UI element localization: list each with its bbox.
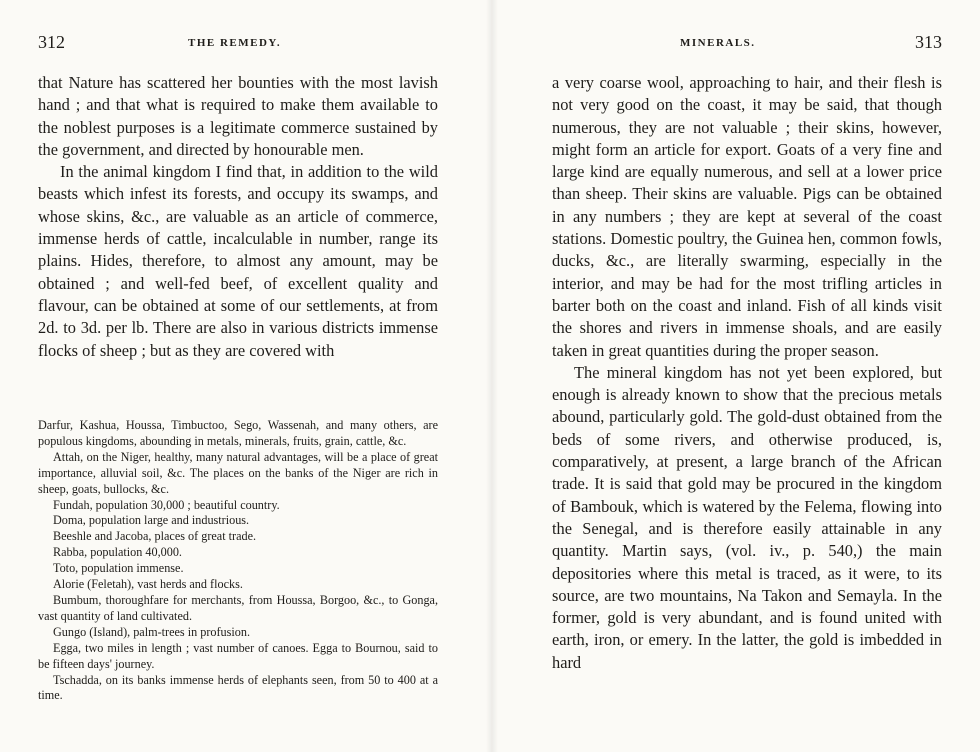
left-page-body [38,72,438,362]
left-page [38,0,438,752]
right-page-header [552,32,942,56]
paragraph: a very coarse wool, approaching to hair, and their flesh is not very good on the coast, it may be said, that though numerous, they are not valuable ; their skins, however, might form an article for export. Goats of a very fine and large kind are equally numerous, and sell at a lower price than sheep. Their skins are valuable. Pigs can be obtained in any numbers ; they are kept at several of the coast stations. Domestic poultry, the Guinea hen, common fowls, ducks, &c., are literally swarming, especially in the interior, and may be had for the most trifling articles in barter both on the coast and inland. Fish of all kinds visit the shores and rivers in immense shoals, and are easily taken in great quantities during the proper season. [552,73,942,360]
right-running-title: MINERALS. [680,37,756,49]
footnote: Beeshle and Jacoba, places of great trade. [53,529,257,544]
footnote: Bumbum, thoroughfare for merchants, from Houssa, Borgoo, &c., to Gonga, vast quantity of land cultivated. [38,592,438,623]
footnote: Attah, on the Niger, healthy, many natural advantages, will be a place of great importance, alluvial soil, &c. The places on the banks of the Niger are rich in sheep, goats, bullocks, &c. [38,449,438,496]
footnote: Tschadda, on its banks immense herds of elephants seen, from 50 to 400 at a time. [38,672,438,703]
footnote: Toto, population immense. [53,561,184,576]
footnote: Egga, two miles in length ; vast number of canoes. Egga to Bournou, said to be fifteen days' journey. [38,640,438,671]
footnote: Alorie (Feletah), vast herds and flocks. [53,577,243,592]
footnote: Fundah, population 30,000 ; beautiful country. [53,497,280,512]
paragraph: that Nature has scattered her bounties with the most lavish hand ; and that what is required to make them available to the noblest purposes is a legitimate commerce sustained by the government, and directed by honourable men. [38,73,438,159]
footnote: Rabba, population 40,000. [53,545,182,560]
left-running-title: THE REMEDY. [188,37,282,49]
left-page-header [38,32,438,56]
right-page-body [552,72,942,674]
paragraph: The mineral kingdom has not yet been explored, but enough is already known to show that the precious metals abound, particularly gold. The gold-dust obtained from the beds of some rivers, and otherwise produced, is, comparatively, at present, a large branch of the African trade. It is said that gold may be procured in the kingdom of Bambouk, which is watered by the Felema, flowing into the Senegal, and is therefore easily attainable in any quantity. Martin says, (vol. iv., p. 540,) the main depositories where this metal is traced, as it were, to its source, are two mountains, Na Takon and Semayla. In the former, gold is very abundant, and is found united with earth, iron, or emery. In the latter, the gold is imbedded in hard [552,362,942,672]
right-page [552,0,942,752]
right-page-number: 313 [915,32,942,52]
footnote: Darfur, Kashua, Houssa, Timbuctoo, Sego, Wassenah, and many others, are populous kingdoms, abounding in metals, minerals, fruits, grain, cattle, &c. [38,418,438,448]
footnotes [38,418,438,704]
footnote: Doma, population large and industrious. [53,513,250,528]
footnote: Gungo (Island), palm-trees in profusion. [53,624,250,639]
paragraph: In the animal kingdom I find that, in addition to the wild beasts which infest its forests, and occupy its swamps, and whose skins, &c., are valuable as an article of commerce, immense herds of cattle, incalculable in number, range its plains. Hides, therefore, to almost any amount, may be obtained ; and well-fed beef, of excellent quality and flavour, can be obtained at some of our settlements, at from 2d. to 3d. per lb. There are also in various districts immense flocks of sheep ; but as they are covered with [38,162,438,360]
book-gutter [486,0,498,752]
left-page-number: 312 [38,32,65,52]
